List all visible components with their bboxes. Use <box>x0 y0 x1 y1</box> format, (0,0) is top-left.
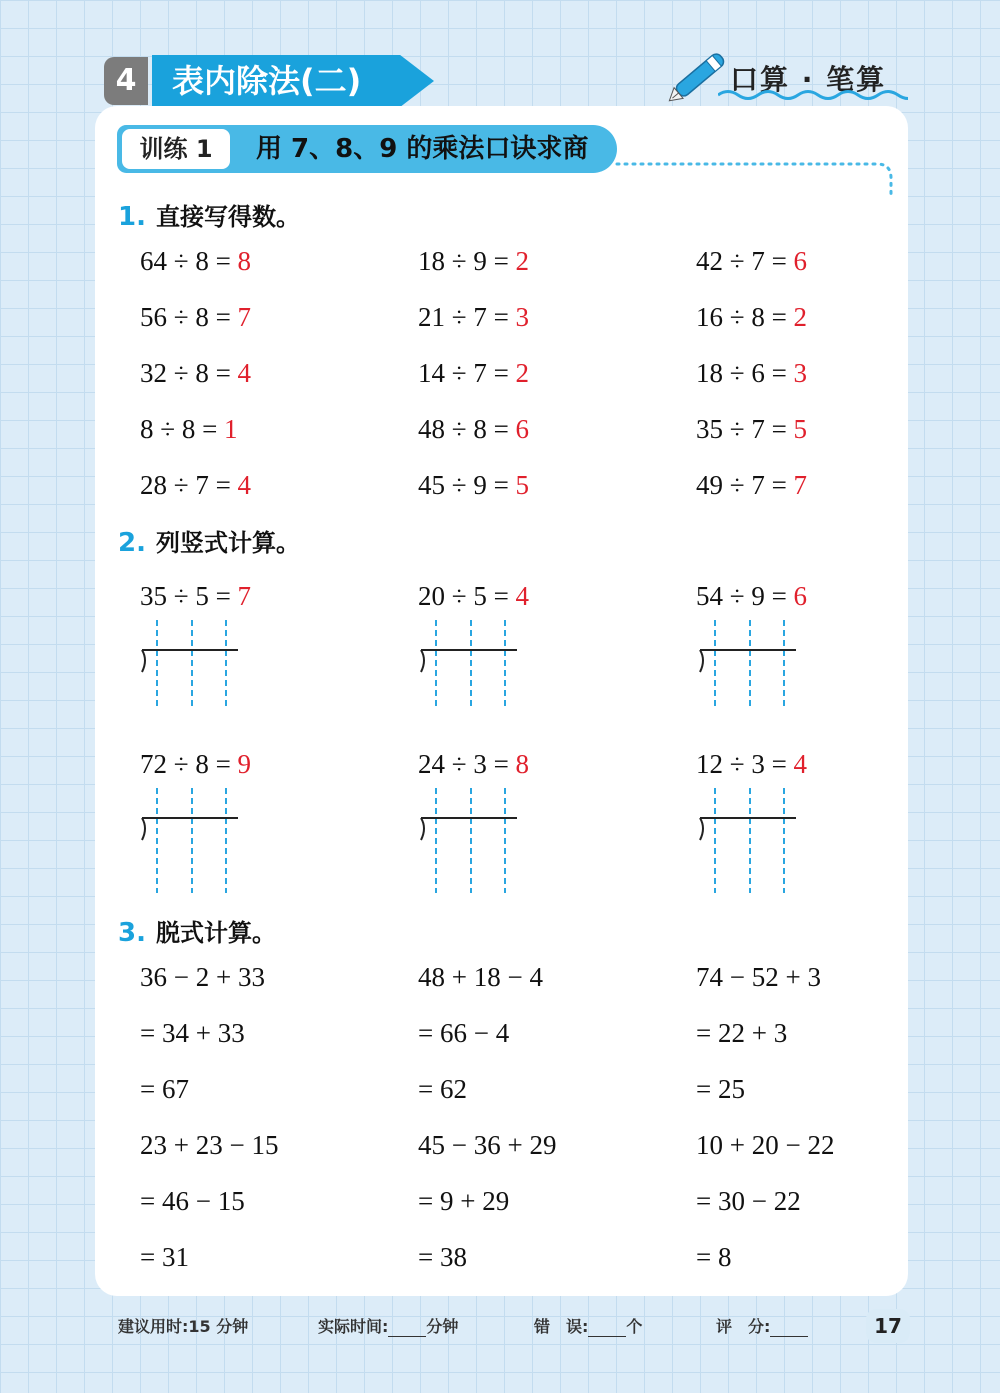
q3-step: = 9 + 29 <box>418 1186 510 1216</box>
q2-number: 2. <box>118 528 146 558</box>
q3-expression: 36 − 2 + 33 <box>140 962 265 992</box>
division-grid <box>138 620 248 710</box>
actual-time: 实际时间: 分钟 <box>318 1317 459 1336</box>
q3-step: = 66 − 4 <box>418 1018 510 1048</box>
q1-item: 56 ÷ 8 = 7 <box>140 302 252 332</box>
q3-title: 3. 脱式计算。 <box>118 918 276 948</box>
q3-result: = 25 <box>696 1074 745 1104</box>
q1-item: 18 ÷ 9 = 2 <box>418 246 530 276</box>
division-grid <box>696 620 806 710</box>
q3-step: = 30 − 22 <box>696 1186 801 1216</box>
q1-item: 64 ÷ 8 = 8 <box>140 246 252 276</box>
q3-expression: 48 + 18 − 4 <box>418 962 543 992</box>
chapter-number: 4 <box>104 57 148 105</box>
q3-result: = 62 <box>418 1074 467 1104</box>
q3-expression: 23 + 23 − 15 <box>140 1130 279 1160</box>
q1-item: 14 ÷ 7 = 2 <box>418 358 530 388</box>
q1-item: 18 ÷ 6 = 3 <box>696 358 808 388</box>
q1-item: 16 ÷ 8 = 2 <box>696 302 808 332</box>
q3-result: = 8 <box>696 1242 732 1272</box>
q2-title: 2. 列竖式计算。 <box>118 528 300 558</box>
division-grid <box>417 788 527 893</box>
q2-item: 35 ÷ 5 = 7 <box>140 581 252 611</box>
q2-item: 24 ÷ 3 = 8 <box>418 749 530 779</box>
suggested-time: 建议用时:15 分钟 <box>118 1317 249 1336</box>
wave-decoration <box>718 88 908 102</box>
errors-blank[interactable] <box>588 1320 626 1337</box>
q1-item: 35 ÷ 7 = 5 <box>696 414 808 444</box>
q3-step: = 46 − 15 <box>140 1186 245 1216</box>
q1-item: 49 ÷ 7 = 7 <box>696 470 808 500</box>
q1-item: 8 ÷ 8 = 1 <box>140 414 238 444</box>
q3-step: = 34 + 33 <box>140 1018 245 1048</box>
score: 评 分: <box>716 1314 808 1337</box>
q2-item: 20 ÷ 5 = 4 <box>418 581 530 611</box>
q1-number: 1. <box>118 202 146 232</box>
division-grid <box>696 788 806 893</box>
page-number: 17 <box>866 1309 910 1343</box>
q3-expression: 10 + 20 − 22 <box>696 1130 835 1160</box>
training-tag: 训练 1 <box>122 129 230 169</box>
q3-result: = 67 <box>140 1074 189 1104</box>
q1-item: 42 ÷ 7 = 6 <box>696 246 808 276</box>
q1-item: 32 ÷ 8 = 4 <box>140 358 252 388</box>
errors: 错 误: 个 <box>534 1317 643 1336</box>
q2-item: 12 ÷ 3 = 4 <box>696 749 808 779</box>
q3-number: 3. <box>118 918 146 948</box>
chapter-title: 表内除法(二) <box>172 62 362 100</box>
actual-time-blank[interactable] <box>388 1320 426 1337</box>
q3-expression: 74 − 52 + 3 <box>696 962 821 992</box>
q1-title: 1. 直接写得数。 <box>118 202 300 232</box>
q3-expression: 45 − 36 + 29 <box>418 1130 557 1160</box>
training-title: 用 7、8、9 的乘法口诀求商 <box>256 134 589 164</box>
division-grid <box>138 788 248 893</box>
q3-result: = 31 <box>140 1242 189 1272</box>
q3-result: = 38 <box>418 1242 467 1272</box>
division-grid <box>417 620 527 710</box>
q1-item: 45 ÷ 9 = 5 <box>418 470 530 500</box>
q2-item: 72 ÷ 8 = 9 <box>140 749 252 779</box>
corner-label: 口算 · 笔算 <box>730 63 887 96</box>
q3-step: = 22 + 3 <box>696 1018 788 1048</box>
q1-item: 28 ÷ 7 = 4 <box>140 470 252 500</box>
q2-item: 54 ÷ 9 = 6 <box>696 581 808 611</box>
q1-item: 48 ÷ 8 = 6 <box>418 414 530 444</box>
q1-item: 21 ÷ 7 = 3 <box>418 302 530 332</box>
score-blank[interactable] <box>770 1320 808 1337</box>
dotted-line-decoration <box>615 160 900 196</box>
